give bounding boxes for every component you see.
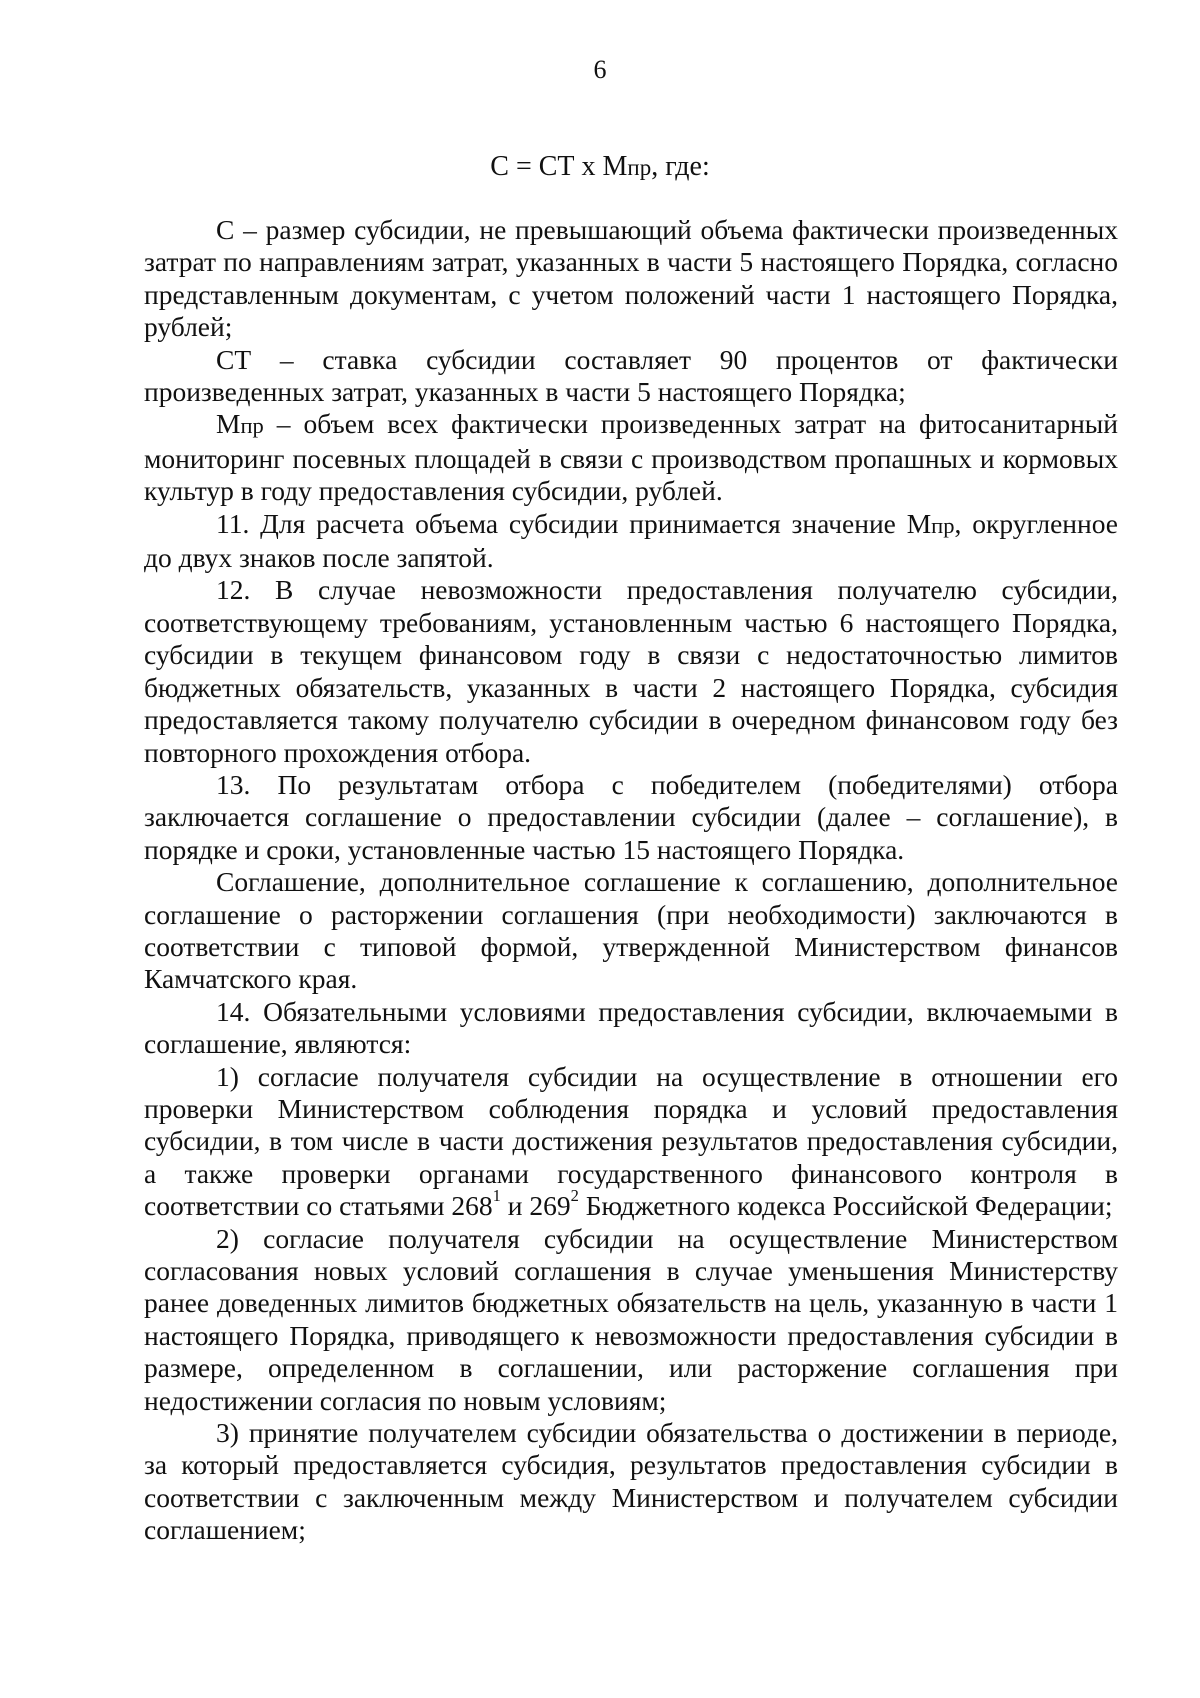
document-body [144,214,1118,1547]
mpr-definition-text: – объем всех фактически произведенных затрат на фитосанитарный мониторинг посевных площадей в связи с производством пропашных и кормовых культур в году предоставления субсидии, рублей. [144,408,1118,507]
definition-st: СТ – ставка субсидии составляет 90 процентов от фактически произведенных затрат, указанных в части 5 настоящего Порядка; [144,343,1118,408]
clause-11-subscript: пр [931,512,955,538]
mpr-subscript: пр [240,413,264,439]
formula-main: С = СТ х М [490,151,628,182]
clause-12: 12. В случае невозможности предоставления получателю субсидии, соответствующему требованиям, установленным частью 6 настоящего Порядка, субсидии в текущем финансовом году в связи с недостаточностью лимитов бюджетных обязательств, указанных в части 2 настоящего Порядка, субсидия предоставляется такому получателю субсидии в очередном финансовом году без повторного прохождения отбора. [144,574,1118,768]
clause-11 [144,508,1118,575]
definition-mpr [144,408,1118,507]
formula-suffix: , где: [651,151,710,182]
clause-13-agreement: Соглашение, дополнительное соглашение к соглашению, дополнительное соглашение о расторжении соглашения (при необходимости) заключаются в соответствии с типовой формой, утвержденной Министерством финансов Камчатского края. [144,866,1118,995]
formula-subscript: пр [627,155,652,180]
item-1-text-before: 1) согласие получателя субсидии на осуществление в отношении его проверки Министерством соблюдения порядка и условий предоставления субсидии, в том числе в части достижения результатов предоставления субсидии, а также проверки органами государственного финансового контроля в соответствии со статьями 268 [144,1060,1118,1222]
mpr-symbol: М [216,408,241,440]
clause-14: 14. Обязательными условиями предоставления субсидии, включаемыми в соглашение, являются: [144,995,1118,1060]
definition-c: С – размер субсидии, не превышающий объема фактически произведенных затрат по направлениям затрат, указанных в части 5 настоящего Порядка, согласно представленным документам, с учетом положений части 1 настоящего Порядка, рублей; [144,214,1118,343]
formula [0,150,1200,185]
item-1-superscript-1: 1 [492,1186,501,1206]
item-1-superscript-2: 2 [570,1186,579,1206]
clause-11-text-after: , округленное до двух знаков после запятой. [144,507,1118,574]
clause-14-item-1 [144,1061,1118,1223]
item-1-text-after: Бюджетного кодекса Российской Федерации; [578,1190,1113,1222]
clause-11-text-before: 11. Для расчета объема субсидии принимается значение М [216,507,932,539]
clause-14-item-2: 2) согласие получателя субсидии на осуществление Министерством согласования новых условий соглашения в случае уменьшения Министерству ранее доведенных лимитов бюджетных обязательств на цель, указанную в части 1 настоящего Порядка, приводящего к невозможности предоставления субсидии в размере, определенном в соглашении, или расторжение соглашения при недостижении согласия по новым условиям; [144,1222,1118,1416]
page-number: 6 [593,55,607,84]
item-1-text-middle: и 269 [500,1190,571,1222]
clause-13: 13. По результатам отбора с победителем (победителями) отбора заключается соглашение о предоставлении субсидии (далее – соглашение), в порядке и сроки, установленные частью 15 настоящего Порядка. [144,768,1118,865]
clause-14-item-3: 3) принятие получателем субсидии обязательства о достижении в периоде, за который предоставляется субсидия, результатов предоставления субсидии в соответствии с заключенным между Министерством и получателем субсидии соглашением; [144,1417,1118,1546]
